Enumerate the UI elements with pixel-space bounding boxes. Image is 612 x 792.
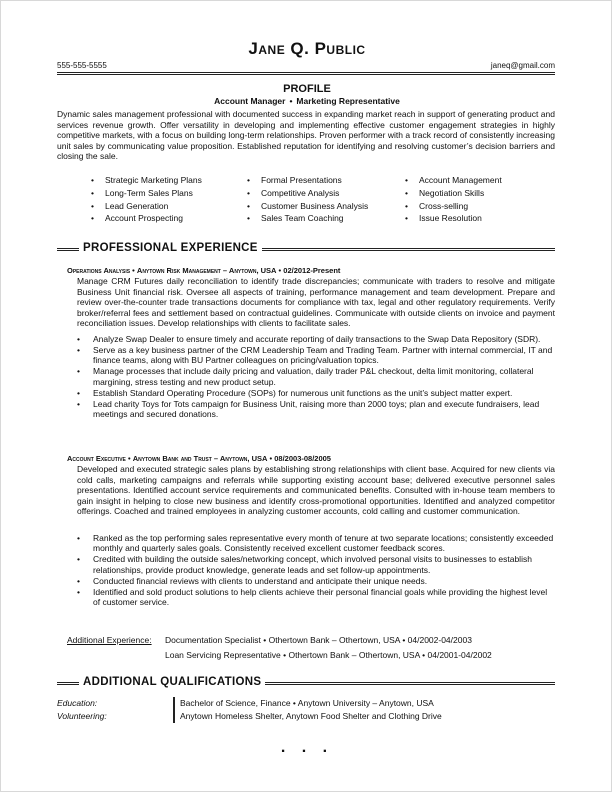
job-title: Account Executive [67,454,126,463]
bullet-icon: • [77,586,80,597]
list-item: • Analyze Swap Dealer to ensure timely and accurate reporting of daily transactions to the Swap Data Repository (SDR). [77,334,541,344]
list-item: • Credited with building the outside sales/networking concept, which involved personal visits to businesses to establish relationships, provide product knowledge, generate leads and set follow-up appointments. [77,554,532,575]
qualification-label: Volunteering: [57,711,107,721]
phone-number: 555-555-5555 [57,61,107,70]
bullet-icon: • [247,200,250,211]
bullet-icon: • [77,334,80,344]
qualification-label: Education: [57,698,98,708]
continuation-ellipsis: . . . [280,739,334,756]
additional-experience-list [165,633,492,663]
bullet-icon: • [405,213,408,224]
qualification-row [57,697,555,710]
job-separator: • [278,266,282,275]
additional-experience-label: Additional Experience: [67,635,152,645]
skill-item: • Long-Term Sales Plans [91,187,193,198]
skills-column [247,174,368,225]
job-organization: Anytown Bank and Trust – Anytown, USA [132,454,268,463]
bullet-icon: • [91,213,94,224]
job-dates: 08/2003-08/2005 [274,454,331,463]
skill-item: • Cross-selling [405,200,469,211]
skill-item: • Account Management [405,175,502,185]
bullet-icon: • [77,533,80,543]
email-address: janeq@gmail.com [490,61,555,70]
role-separator: • [289,96,293,106]
bullet-icon: • [77,575,80,586]
skill-item: • Sales Team Coaching [247,213,344,224]
skill-item: • Issue Resolution [405,213,482,224]
qualifications-heading: ADDITIONAL QUALIFICATIONS [79,676,265,688]
skill-item: • Strategic Marketing Plans [91,175,202,185]
bullet-icon: • [77,345,80,355]
job-organization: Anytown Risk Management – Anytown, USA [136,266,277,275]
list-item: Documentation Specialist • Othertown Bank – Othertown, USA • 04/2002-04/2003 [165,635,472,645]
bullet-icon: • [77,554,80,565]
bullet-icon: • [77,387,80,398]
candidate-name: Jane Q. Public [248,39,366,58]
bullet-icon: • [247,175,250,185]
qualification-row [57,710,555,723]
skill-item: • Customer Business Analysis [247,200,369,211]
job-title: Operations Analysis [67,266,131,275]
job-heading [67,454,331,463]
list-item: Loan Servicing Representative • Othertown Bank – Othertown, USA • 04/2001-04/2002 [165,650,492,660]
job-dates: 02/2012-Present [283,266,341,275]
bullet-icon: • [405,200,408,211]
profile-role: Marketing Representative [296,96,400,106]
profile-roles [1,96,612,106]
job-achievements [67,533,555,608]
qualifications-section-header [57,676,555,690]
skill-item: • Competitive Analysis [247,187,340,198]
bullet-icon: • [405,175,408,185]
job-separator: • [128,454,131,463]
job-separator: • [132,266,135,275]
job-summary: Developed and executed strategic sales plans by establishing strong relationships with client base. Acquired for new clients via cold calls, marketing campaigns and referrals while supporting existing account base; delivered executive personnel sales presentations. Identified account service requirements and communicated benefits. Consulted with in-house team members to gain insight in helping to close new business and identify cross-promotional opportunities. Identified and analyzed competitor offerings. Coached and trained employees in analyzing customer accounts, cold calling and customer communication. [77,464,555,517]
bullet-icon: • [77,366,80,377]
bullet-icon: • [405,187,408,198]
qualification-value: Anytown Homeless Shelter, Anytown Food Shelter and Clothing Drive [173,710,442,723]
skills-column [405,174,502,225]
skills-column [91,174,202,225]
profile-summary: Dynamic sales management professional with documented success in expanding market reach in support of generating product and services revenue growth. Offer versatility in developing and implementing effective customer engagement strategies in highly competitive markets, with a focus on building long-term relationships. Proven performer with a track record of consistently increasing unit sales by communicating value proposition. Established reputation for identifying and resolving customer’s decision barriers and closing the sale. [57,109,555,162]
list-item: • Establish Standard Operating Procedure (SOPs) for numerous unit functions as the unit’s subject matter expert. [77,387,513,398]
qualification-value: Bachelor of Science, Finance • Anytown University – Anytown, USA [173,697,434,710]
list-item: • Manage processes that include daily pricing and valuation, daily trader P&L checkout, delta limit monitoring, collateral margining, stress testing and new product setup. [77,366,534,387]
list-item: • Lead charity Toys for Tots campaign for Business Unit, raising more than 2000 toys; plan and execute fundraisers, lead meetings and secured donations. [77,398,540,420]
bullet-icon: • [91,200,94,211]
list-item: • Conducted financial reviews with clients to understand and anticipate their unique needs. [77,575,428,586]
job-achievements [67,334,555,420]
bullet-icon: • [247,187,250,198]
job-summary: Manage CRM Futures daily reconciliation to identify trade discrepancies; communicate with traders to resolve and mitigate Business Unit financial risk. Oversee all aspects of training, performance management and team development. Prepare and review over-the-counter trade transactions documents for compliance with tax, legal and other regulatory requirements. Verify broker/referral fees and settlement based on contractual guidelines. Communicate with outside clients on invoice and payment reconciliation issues. Develop relationships with clients to facilitate sales. [77,276,555,329]
bullet-icon: • [91,175,94,185]
bullet-icon: • [77,398,80,409]
profile-heading: PROFILE [283,83,331,95]
bullet-icon: • [247,213,250,224]
job-heading [67,266,340,275]
list-item: • Serve as a key business partner of the CRM Leadership Team and Trading Team. Partner with internal commercial, IT and finance teams, along with BU Partner colleagues on pricing/valuation topics. [77,345,553,366]
experience-heading: PROFESSIONAL EXPERIENCE [79,242,262,254]
profile-role: Account Manager [214,96,286,106]
skill-item: • Negotiation Skills [405,187,485,198]
bullet-icon: • [91,187,94,198]
skill-item: • Formal Presentations [247,175,342,185]
header-divider [57,72,555,75]
experience-section-header [57,242,555,256]
job-separator: • [269,454,273,463]
skill-item: • Lead Generation [91,200,169,211]
list-item: • Ranked as the top performing sales representative every month of tenure at two separate locations; consistently exceeded monthly and quarterly sales goals. Consistently received excellent customer feedback scores. [77,533,554,554]
list-item: • Identified and sold product solutions to help clients achieve their personal financial goals while providing the highest level of customer service. [77,586,548,608]
qualifications-list [57,697,555,723]
skill-item: • Account Prospecting [91,213,183,224]
